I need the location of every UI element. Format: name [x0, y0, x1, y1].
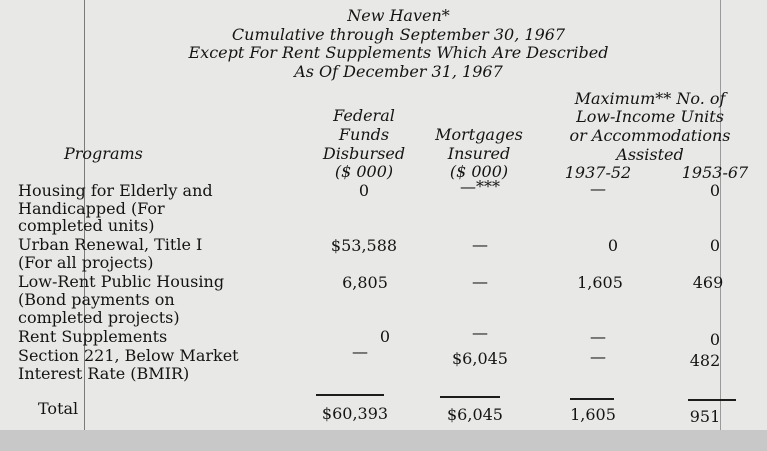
programs-header: Programs [64, 144, 143, 163]
row-program-line: completed units) [18, 216, 155, 235]
maximum-header-1: Maximum** No. of [574, 89, 726, 108]
scan-bottom-band [0, 430, 767, 451]
total-rule-federal [316, 394, 384, 396]
row-program-line: Interest Rate (BMIR) [18, 364, 190, 383]
mortgages-value: — [472, 235, 488, 254]
row-program-line: (For all projects) [18, 253, 154, 272]
total-period2: 951 [689, 407, 721, 426]
period1-value: — [590, 347, 606, 366]
maximum-header-3: or Accommodations [569, 126, 731, 145]
period-1937-header: 1937-52 [564, 163, 632, 182]
row-program-line: Rent Supplements [18, 327, 168, 346]
total-rule-period2 [688, 399, 736, 401]
period2-value: 0 [709, 181, 721, 200]
title-line-1: New Haven* [347, 6, 450, 25]
row-program-line: Housing for Elderly and [18, 181, 213, 200]
total-period1: 1,605 [570, 405, 616, 424]
maximum-header-4: Assisted [616, 145, 684, 164]
federal-header-3: Disbursed [322, 144, 406, 163]
mortgages-value: —*** [460, 177, 500, 196]
federal-header-4: ($ 000) [334, 162, 394, 181]
federal-value: 0 [379, 327, 391, 346]
mortgages-value: $6,045 [452, 349, 508, 368]
row-program-line: Handicapped (For [18, 199, 165, 218]
row-program-line: Section 221, Below Market [18, 346, 239, 365]
period2-value: 0 [709, 236, 721, 255]
period2-value: 0 [709, 330, 721, 349]
title-line-2: Cumulative through September 30, 1967 [231, 25, 566, 44]
period1-value: 0 [607, 236, 619, 255]
period1-value: — [590, 327, 606, 346]
period-1953-header: 1953-67 [681, 163, 749, 182]
mortgages-header-1: Mortgages [435, 125, 523, 144]
period1-value: 1,605 [577, 273, 623, 292]
total-rule-mortgages [440, 396, 500, 398]
period2-value: 482 [689, 351, 721, 370]
mortgages-header-2: Insured [447, 144, 511, 163]
row-program-line: Low-Rent Public Housing [18, 272, 225, 291]
federal-value: $53,588 [330, 236, 398, 255]
total-rule-period1 [570, 398, 614, 400]
total-mortgages: $6,045 [447, 405, 503, 424]
period1-value: — [590, 179, 606, 198]
mortgages-header-3: ($ 000) [449, 162, 509, 181]
total-label: Total [38, 399, 79, 418]
mortgages-value: — [472, 323, 488, 342]
period2-value: 469 [692, 273, 724, 292]
row-program-line: completed projects) [18, 308, 180, 327]
row-program-line: Urban Renewal, Title I [18, 235, 203, 254]
mortgages-value: — [472, 272, 488, 291]
federal-header-2: Funds [338, 125, 390, 144]
title-line-3: Except For Rent Supplements Which Are Described [188, 43, 609, 62]
federal-value: — [352, 342, 368, 361]
row-program-line: (Bond payments on [18, 290, 175, 309]
federal-header-1: Federal [333, 106, 395, 125]
federal-value: 6,805 [342, 273, 388, 292]
federal-value: 0 [358, 181, 370, 200]
total-federal: $60,393 [321, 404, 389, 423]
title-line-4: As Of December 31, 1967 [294, 62, 503, 81]
maximum-header-2: Low-Income Units [576, 107, 724, 126]
